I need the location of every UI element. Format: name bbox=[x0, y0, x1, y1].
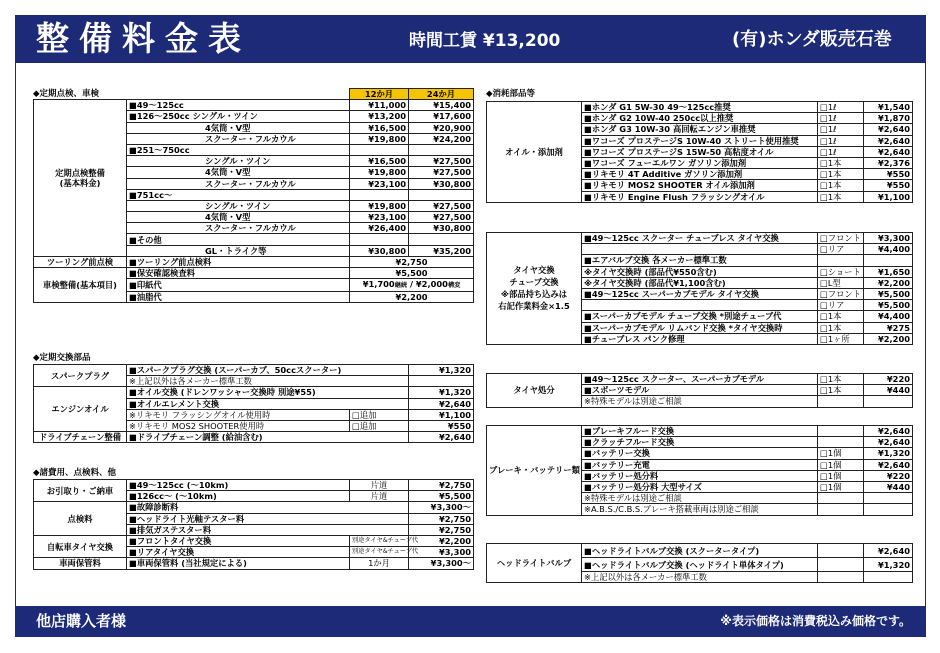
price-cell: ¥1,100 bbox=[864, 191, 913, 202]
item-cell: ■リキモリ MOS2 SHOOTER オイル添加剤 bbox=[582, 180, 818, 191]
price-12: ¥26,400 bbox=[350, 223, 409, 234]
price-cell: ¥4,400 bbox=[864, 311, 913, 322]
unit-checkbox[interactable]: □1ℓ bbox=[818, 113, 864, 124]
item-cell: ■スポーツモデル bbox=[582, 385, 818, 396]
group-label-touring: ツーリング前点検 bbox=[34, 256, 127, 267]
brake-battery-table bbox=[486, 425, 913, 516]
item-cell: ■スーパーカブモデル チューブ交換 *別途チューブ代 bbox=[582, 311, 818, 322]
price-cell: ¥2,750 bbox=[409, 480, 474, 491]
unit-checkbox[interactable]: □1個 bbox=[818, 459, 864, 470]
price-cell: ¥2,750 bbox=[409, 513, 474, 524]
note-cell: ※上記以外は各メーカー標準工数 bbox=[127, 376, 409, 387]
item-cell: ■251～750cc bbox=[127, 144, 350, 155]
price-12: ¥13,200 bbox=[350, 111, 409, 122]
table-row bbox=[34, 558, 474, 569]
price-cell: ¥5,500 bbox=[350, 268, 474, 279]
table-row bbox=[34, 502, 474, 513]
group-label-line: チューブ交換 bbox=[509, 277, 559, 288]
price-cell: ¥1,870 bbox=[864, 113, 913, 124]
col-24-months: 24か月 bbox=[409, 89, 474, 100]
price-cell: ¥2,640 bbox=[864, 426, 913, 437]
price-cell: ¥1,540 bbox=[864, 102, 913, 113]
item-cell bbox=[582, 244, 818, 255]
shop-name: (有)ホンダ販売石巻 bbox=[732, 29, 892, 50]
price-cell: ¥2,376 bbox=[864, 157, 913, 168]
price-cell: ¥1,320 bbox=[409, 387, 474, 398]
item-cell: ■49～125cc スクーター、スーパーカブモデル bbox=[582, 374, 818, 385]
section-heading-periodic: ◆定期点検、車検 bbox=[33, 89, 100, 99]
price-24 bbox=[409, 144, 474, 155]
item-cell: ※タイヤ交換時 (部品代¥550含む) bbox=[582, 266, 818, 277]
addon-checkbox[interactable]: □追加 bbox=[350, 420, 409, 431]
price-cell: ¥2,200 bbox=[350, 292, 474, 303]
price-cell: ¥3,300 bbox=[864, 233, 913, 244]
price-cell: ¥3,300～ bbox=[409, 502, 474, 513]
unit-checkbox[interactable]: □リア bbox=[818, 244, 864, 255]
note-cell: ※リキモリ MOS2 SHOOTER使用時 bbox=[127, 420, 350, 431]
unit-checkbox[interactable]: □1本 bbox=[818, 322, 864, 333]
item-cell: ■故障診断料 bbox=[127, 502, 409, 513]
group-label-line: (基本料金) bbox=[59, 178, 101, 188]
price-cell: ¥2,200 bbox=[864, 277, 913, 288]
item-cell: ■オイルエレメント交換 bbox=[127, 398, 409, 409]
item-cell: ■スーパーカブモデル リムバンド交換 *タイヤ交換時 bbox=[582, 322, 818, 333]
price-cell: ¥220 bbox=[864, 374, 913, 385]
group-label-inspect: 点検料 bbox=[34, 502, 127, 536]
group-label-oil-additives: オイル・添加剤 bbox=[487, 102, 582, 203]
item-cell: ■フロントタイヤ交換 bbox=[127, 535, 350, 546]
item-cell: スクーター・フルカウル bbox=[127, 223, 350, 234]
item-cell: ■リアタイヤ交換 bbox=[127, 547, 350, 558]
price-12 bbox=[350, 234, 409, 245]
unit-checkbox[interactable]: □1個 bbox=[818, 481, 864, 492]
table-row bbox=[487, 102, 913, 113]
group-label-line: ※部品持ち込みは bbox=[500, 289, 568, 300]
item-cell: スクーター・フルカウル bbox=[127, 178, 350, 189]
item-cell: ■49～125cc bbox=[127, 100, 350, 111]
price-24: ¥30,800 bbox=[409, 223, 474, 234]
item-cell bbox=[582, 300, 818, 311]
item-cell: ■その他 bbox=[127, 234, 350, 245]
unit-checkbox[interactable] bbox=[818, 255, 864, 266]
item-cell: ■126cc～ (～10km) bbox=[127, 491, 350, 502]
item-cell: ■オイル交換 (ドレンワッシャー交換時 別途¥55) bbox=[127, 387, 409, 398]
item-cell: ■保安確認検査料 bbox=[127, 268, 350, 279]
table-row bbox=[487, 544, 913, 558]
price-cell: ¥1,320 bbox=[864, 558, 913, 572]
sheet-frame bbox=[15, 15, 926, 637]
item-cell: ■ワコーズ プロステージS 15W-50 高粘度オイル bbox=[582, 146, 818, 157]
unit-checkbox[interactable]: □ショート bbox=[818, 266, 864, 277]
price-cell: ¥2,640 bbox=[864, 146, 913, 157]
price-12: ¥19,800 bbox=[350, 133, 409, 144]
table-row bbox=[34, 256, 474, 267]
group-label-storage: 車両保管料 bbox=[34, 558, 127, 569]
note-cell: 片道 bbox=[350, 491, 409, 502]
price-cell bbox=[864, 504, 913, 515]
unit-checkbox[interactable]: □フロント bbox=[818, 288, 864, 299]
unit-checkbox[interactable]: □1個 bbox=[818, 448, 864, 459]
group-label-tire bbox=[487, 233, 582, 345]
price-12: ¥11,000 bbox=[350, 100, 409, 111]
price-cell: ¥2,200 bbox=[409, 535, 474, 546]
item-cell: ■バッテリー交換 bbox=[582, 448, 818, 459]
item-cell: ■ホンダ G2 10W-40 250cc以上推奨 bbox=[582, 113, 818, 124]
price-cell: ¥2,640 bbox=[864, 544, 913, 558]
group-label-line: 右記作業料金×1.5 bbox=[498, 301, 570, 312]
item-cell: ■リキモリ Engine Flush フラッシングオイル bbox=[582, 191, 818, 202]
price-cell: ¥2,640 bbox=[864, 135, 913, 146]
header-bar bbox=[16, 16, 925, 63]
price-24: ¥24,200 bbox=[409, 133, 474, 144]
price-12: ¥30,800 bbox=[350, 245, 409, 256]
periodic-table bbox=[33, 88, 474, 303]
section-heading-misc: ◆諸費用、点検料、他 bbox=[33, 468, 117, 478]
item-cell: ■751cc～ bbox=[127, 189, 350, 200]
unit-cell bbox=[818, 437, 864, 448]
price-24: ¥20,900 bbox=[409, 122, 474, 133]
unit-checkbox[interactable]: □1本 bbox=[818, 385, 864, 396]
item-cell: ■リキモリ 4T Additive ガソリン添加剤 bbox=[582, 169, 818, 180]
page-title: 整備料金表 bbox=[36, 19, 251, 58]
col-12-months: 12か月 bbox=[350, 89, 409, 100]
price-12: ¥16,500 bbox=[350, 122, 409, 133]
table-row bbox=[487, 233, 913, 244]
price-cell: ¥220 bbox=[864, 470, 913, 481]
group-label-oil: エンジンオイル bbox=[34, 387, 127, 432]
price-cell bbox=[409, 376, 474, 387]
price-12: ¥23,100 bbox=[350, 212, 409, 223]
unit-checkbox[interactable]: □L型 bbox=[818, 277, 864, 288]
item-cell: ■126～250cc シングル・ツイン bbox=[127, 111, 350, 122]
price-cell bbox=[864, 255, 913, 266]
table-row bbox=[34, 432, 474, 443]
stamp-price-continuing: ¥1,700 bbox=[362, 279, 395, 290]
unit-checkbox[interactable]: □1ヶ所 bbox=[818, 333, 864, 344]
item-cell: ■車両保管料 (当社規定による) bbox=[127, 558, 350, 569]
unit-checkbox[interactable]: □リア bbox=[818, 300, 864, 311]
price-cell: ¥2,640 bbox=[864, 437, 913, 448]
item-cell: ※タイヤ交換時 (部品代¥1,100含む) bbox=[582, 277, 818, 288]
price-cell: ¥2,200 bbox=[864, 333, 913, 344]
price-cell: ¥2,640 bbox=[409, 398, 474, 409]
group-label-headlight: ヘッドライトバルブ bbox=[487, 544, 582, 583]
item-cell: ■ワコーズ プロステージS 10W-40 ストリート使用推奨 bbox=[582, 135, 818, 146]
item-cell: 4気筒・V型 bbox=[127, 212, 350, 223]
item-cell: ■スパークプラグ交換 (スーパーカブ、50ccスクーター) bbox=[127, 365, 409, 376]
group-label-periodic bbox=[34, 100, 127, 257]
unit-checkbox[interactable]: □1本 bbox=[818, 374, 864, 385]
item-cell: ■バッテリー充電 bbox=[582, 459, 818, 470]
price-24 bbox=[409, 189, 474, 200]
note-cell: ※リキモリ フラッシングオイル使用時 bbox=[127, 409, 350, 420]
note-cell: ※特殊モデルは別途ご相談 bbox=[582, 493, 818, 504]
item-cell: GL・トライク等 bbox=[127, 245, 350, 256]
item-cell: ■バッテリー処分料 大型サイズ bbox=[582, 481, 818, 492]
table-row bbox=[34, 268, 474, 279]
group-label-bicycle: 自転車タイヤ交換 bbox=[34, 535, 127, 557]
price-cell: ¥5,500 bbox=[864, 288, 913, 299]
table-row bbox=[487, 426, 913, 437]
item-cell: シングル・ツイン bbox=[127, 156, 350, 167]
stamp-price-modified: ¥2,000 bbox=[415, 279, 448, 290]
item-cell: ■エアバルブ交換 各メーカー標準工数 bbox=[582, 255, 818, 266]
note-cell: ※A.B.S./C.B.S.ブレーキ搭載車両は別途ご相談 bbox=[582, 504, 818, 515]
price-cell bbox=[864, 493, 913, 504]
item-cell: ■49～125cc スーパーカブモデル タイヤ交換 bbox=[582, 288, 818, 299]
unit-cell bbox=[818, 504, 864, 515]
unit-cell bbox=[818, 558, 864, 572]
price-cell: ¥5,500 bbox=[409, 491, 474, 502]
price-24: ¥27,500 bbox=[409, 212, 474, 223]
item-cell: ■49～125cc (～10km) bbox=[127, 480, 350, 491]
price-cell: ¥4,400 bbox=[864, 244, 913, 255]
table-row bbox=[34, 535, 474, 546]
unit-checkbox[interactable]: □1ℓ bbox=[818, 146, 864, 157]
item-cell: ■排気ガステスター料 bbox=[127, 524, 409, 535]
group-label-shaken: 車検整備(基本項目) bbox=[34, 268, 127, 303]
unit-checkbox[interactable]: □1ℓ bbox=[818, 135, 864, 146]
oil-table bbox=[486, 101, 913, 203]
note-cell: 1か月 bbox=[350, 558, 409, 569]
item-cell: ■油脂代 bbox=[127, 292, 350, 303]
price-cell: ¥550 bbox=[864, 180, 913, 191]
price-24 bbox=[409, 234, 474, 245]
unit-checkbox[interactable]: □1ℓ bbox=[818, 124, 864, 135]
price-cell: ¥3,300 bbox=[409, 547, 474, 558]
price-24: ¥27,500 bbox=[409, 156, 474, 167]
item-cell: ■ホンダ G3 10W-30 高回転エンジン車推奨 bbox=[582, 124, 818, 135]
price-cell: ¥1,320 bbox=[409, 365, 474, 376]
price-cell: ¥550 bbox=[864, 169, 913, 180]
price-24: ¥27,500 bbox=[409, 200, 474, 211]
section-heading-parts: ◆定期交換部品 bbox=[33, 353, 91, 363]
group-label-line: 定期点検整備 bbox=[55, 168, 105, 178]
group-label-chain: ドライブチェーン整備 bbox=[34, 432, 127, 443]
unit-checkbox[interactable]: □フロント bbox=[818, 233, 864, 244]
unit-checkbox[interactable]: □1本 bbox=[818, 180, 864, 191]
parts-exchange-table bbox=[33, 364, 474, 443]
item-cell: ■ドライブチェーン調整 (給油含む) bbox=[127, 432, 409, 443]
unit-cell bbox=[818, 493, 864, 504]
price-12 bbox=[350, 144, 409, 155]
stamp-note: 構変 bbox=[447, 282, 461, 290]
unit-cell bbox=[818, 426, 864, 437]
price-cell-stamp bbox=[350, 279, 474, 292]
price-cell: ¥1,100 bbox=[409, 409, 474, 420]
unit-checkbox[interactable]: □1本 bbox=[818, 169, 864, 180]
item-cell: ■チューブレス パンク修理 bbox=[582, 333, 818, 344]
price-cell: ¥275 bbox=[864, 322, 913, 333]
footer-note: ※表示価格は消費税込み価格です。 bbox=[720, 614, 911, 628]
price-cell bbox=[864, 572, 913, 583]
note-cell: 別途タイヤ&チューブ代 bbox=[350, 547, 409, 558]
price-12: ¥19,800 bbox=[350, 167, 409, 178]
item-cell: ■ヘッドライトバルブ交換 (ヘッドライト単体タイプ) bbox=[582, 558, 818, 572]
unit-checkbox[interactable]: □1本 bbox=[818, 157, 864, 168]
price-12: ¥23,100 bbox=[350, 178, 409, 189]
note-cell: ※特殊モデルは別途ご相談 bbox=[582, 396, 818, 407]
item-cell: ■クラッチフルード交換 bbox=[582, 437, 818, 448]
misc-table bbox=[33, 479, 474, 570]
table-row bbox=[34, 100, 474, 111]
item-cell: ■ブレーキフルード交換 bbox=[582, 426, 818, 437]
note-cell: 片道 bbox=[350, 480, 409, 491]
item-cell: 4気筒・V型 bbox=[127, 122, 350, 133]
table-row bbox=[487, 374, 913, 385]
separator: / bbox=[407, 279, 416, 290]
price-cell: ¥2,640 bbox=[864, 124, 913, 135]
price-cell: ¥2,640 bbox=[409, 432, 474, 443]
price-cell: ¥550 bbox=[409, 420, 474, 431]
tire-table bbox=[486, 232, 913, 345]
price-12 bbox=[350, 189, 409, 200]
unit-cell bbox=[818, 544, 864, 558]
price-cell: ¥3,300～ bbox=[409, 558, 474, 569]
note-cell: ※上記以外は各メーカー標準工数 bbox=[582, 572, 818, 583]
price-12: ¥19,800 bbox=[350, 200, 409, 211]
price-cell bbox=[864, 396, 913, 407]
addon-checkbox[interactable]: □追加 bbox=[350, 409, 409, 420]
note-cell: 別途タイヤ&チューブ代 bbox=[350, 535, 409, 546]
price-24: ¥17,600 bbox=[409, 111, 474, 122]
price-12: ¥16,500 bbox=[350, 156, 409, 167]
item-cell: ■ツーリング前点検料 bbox=[127, 256, 350, 267]
item-cell: ■印紙代 bbox=[127, 279, 350, 292]
price-cell: ¥440 bbox=[864, 385, 913, 396]
unit-checkbox[interactable]: □1本 bbox=[818, 311, 864, 322]
item-cell: ■ヘッドライトバルブ交換 (スクータータイプ) bbox=[582, 544, 818, 558]
price-24: ¥15,400 bbox=[409, 100, 474, 111]
group-label-disposal: タイヤ処分 bbox=[487, 374, 582, 408]
item-cell: シングル・ツイン bbox=[127, 200, 350, 211]
price-24: ¥30,800 bbox=[409, 178, 474, 189]
unit-cell bbox=[818, 572, 864, 583]
table-row bbox=[34, 365, 474, 376]
price-24: ¥35,200 bbox=[409, 245, 474, 256]
group-label-brake-battery: ブレーキ・バッテリー類 bbox=[487, 426, 582, 516]
section-heading-consumables: ◆消耗部品等 bbox=[486, 89, 536, 99]
price-cell: ¥2,750 bbox=[409, 524, 474, 535]
price-cell: ¥1,650 bbox=[864, 266, 913, 277]
tire-disposal-table bbox=[486, 373, 913, 408]
footer-left: 他店購入者様 bbox=[36, 612, 127, 630]
table-row bbox=[34, 480, 474, 491]
blank-cell bbox=[127, 89, 350, 100]
item-cell: 4気筒・V型 bbox=[127, 167, 350, 178]
price-cell: ¥440 bbox=[864, 481, 913, 492]
price-cell: ¥2,640 bbox=[864, 459, 913, 470]
price-cell: ¥5,500 bbox=[864, 300, 913, 311]
unit-checkbox[interactable]: □1ℓ bbox=[818, 102, 864, 113]
stamp-note: 継続 bbox=[394, 282, 408, 290]
unit-checkbox[interactable]: □1本 bbox=[818, 191, 864, 202]
item-cell: スクーター・フルカウル bbox=[127, 133, 350, 144]
item-cell: ■ホンダ G1 5W-30 49～125cc推奨 bbox=[582, 102, 818, 113]
unit-cell bbox=[818, 396, 864, 407]
item-cell: ■ヘッドライト光軸テスター料 bbox=[127, 513, 409, 524]
item-cell: ■49～125cc スクーター チューブレス タイヤ交換 bbox=[582, 233, 818, 244]
footer-bar bbox=[16, 606, 925, 636]
price-cell: ¥1,320 bbox=[864, 448, 913, 459]
price-cell: ¥2,750 bbox=[350, 256, 474, 267]
headlight-table bbox=[486, 543, 913, 583]
labor-rate: 時間工賃 ¥13,200 bbox=[409, 31, 561, 51]
group-label-line: タイヤ交換 bbox=[513, 265, 555, 276]
price-24: ¥27,500 bbox=[409, 167, 474, 178]
table-row bbox=[34, 387, 474, 398]
group-label-spark: スパークプラグ bbox=[34, 365, 127, 387]
group-label-pickup: お引取り・ご納車 bbox=[34, 480, 127, 502]
item-cell: ■バッテリー処分料 bbox=[582, 470, 818, 481]
blank-cell bbox=[34, 89, 127, 100]
item-cell: ■ワコーズ フューエルワン ガソリン添加剤 bbox=[582, 157, 818, 168]
unit-checkbox[interactable]: □1個 bbox=[818, 470, 864, 481]
